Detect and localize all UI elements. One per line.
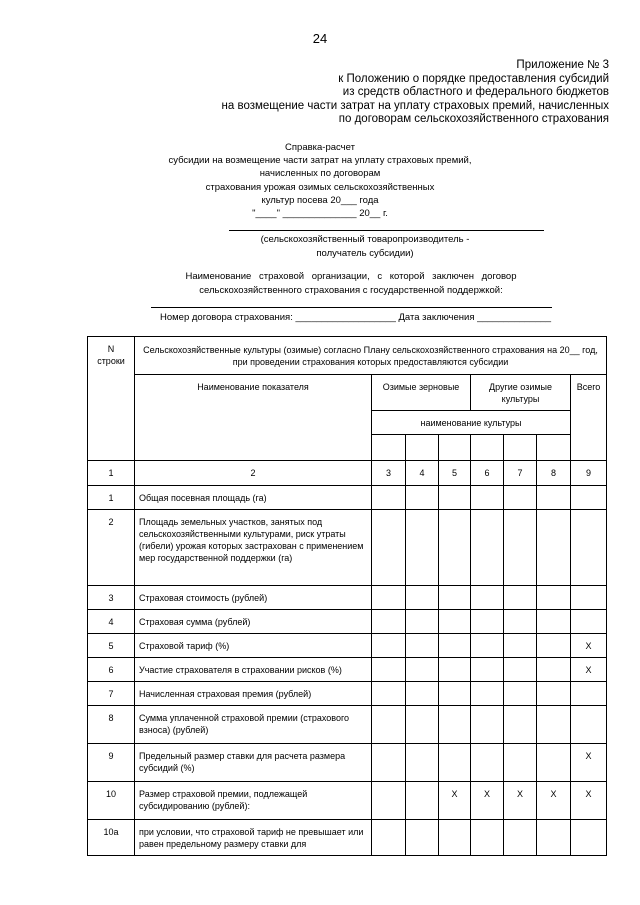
calculation-date-line: "____" ______________ 20__ г.	[252, 208, 388, 220]
value-cell	[571, 510, 607, 586]
column-number: 9	[571, 461, 607, 486]
other-winter-header	[471, 375, 571, 411]
calculation-title-line: страхования урожая озимых сельскохозяйственных	[205, 181, 435, 193]
value-cell	[439, 744, 471, 782]
value-cell	[439, 820, 471, 856]
appendix-title: Приложение № 3	[516, 59, 609, 71]
value-cell	[471, 706, 504, 744]
value-cell: Х	[571, 658, 607, 682]
value-cell	[406, 610, 439, 634]
table-row	[88, 820, 607, 856]
crop-name-cell	[372, 435, 406, 461]
value-cell	[471, 744, 504, 782]
value-cell	[537, 634, 571, 658]
value-cell	[504, 634, 537, 658]
appendix-line: на возмещение части затрат на уплату страховых премий, начисленных	[221, 99, 609, 112]
value-cell: Х	[571, 782, 607, 820]
value-cell	[439, 586, 471, 610]
indicator-name: Общая посевная площадь (га)	[135, 486, 372, 510]
value-cell	[406, 744, 439, 782]
table-row	[88, 706, 607, 744]
value-cell	[372, 682, 406, 706]
column-number: 7	[504, 461, 537, 486]
value-cell	[372, 510, 406, 586]
column-number: 4	[406, 461, 439, 486]
value-cell	[504, 706, 537, 744]
value-cell	[406, 586, 439, 610]
crop-name-cell	[504, 435, 537, 461]
indicator-header: Наименование показателя	[135, 375, 372, 461]
indicator-name: Размер страховой премии, подлежащей субсидированию (рублей):	[135, 782, 372, 820]
value-cell	[504, 658, 537, 682]
row-number: 4	[88, 610, 135, 634]
producer-caption-line: (сельскохозяйственный товаропроизводитель -	[260, 234, 470, 245]
crop-name-cell	[439, 435, 471, 461]
value-cell	[471, 486, 504, 510]
insurer-name-line	[151, 307, 552, 308]
column-number: 5	[439, 461, 471, 486]
table-row	[88, 486, 607, 510]
appendix-line: из средств областного и федерального бюджетов	[342, 86, 609, 98]
header-text: Другие озимые	[488, 382, 553, 392]
table-row	[88, 658, 607, 682]
column-number: 3	[372, 461, 406, 486]
indicator-name: Сумма уплаченной страховой премии (страхового взноса) (рублей)	[135, 706, 372, 744]
value-cell	[537, 510, 571, 586]
contract-info	[160, 312, 551, 323]
row-number: 1	[88, 486, 135, 510]
value-cell	[537, 706, 571, 744]
value-cell	[406, 634, 439, 658]
indicator-name: Предельный размер ставки для расчета размера субсидий (%)	[135, 744, 372, 782]
calculation-title-line: субсидии на возмещение части затрат на уплату страховых премий,	[168, 155, 472, 167]
row-number: 2	[88, 510, 135, 586]
value-cell	[406, 820, 439, 856]
value-cell	[439, 510, 471, 586]
value-cell	[504, 744, 537, 782]
indicator-name: Страховой тариф (%)	[135, 634, 372, 658]
crop-name-cell	[471, 435, 504, 461]
winter-grain-header: Озимые зерновые	[372, 375, 471, 411]
table-row	[88, 634, 607, 658]
indicator-name: Участие страхователя в страховании рисков (%)	[135, 658, 372, 682]
value-cell	[537, 486, 571, 510]
insurer-caption	[0, 270, 640, 298]
value-cell	[406, 782, 439, 820]
value-cell: Х	[504, 782, 537, 820]
value-cell	[571, 586, 607, 610]
value-cell	[504, 682, 537, 706]
calculation-title-line: начисленных по договорам	[259, 168, 381, 180]
value-cell	[439, 682, 471, 706]
value-cell	[439, 658, 471, 682]
row-number: 10	[88, 782, 135, 820]
value-cell	[372, 744, 406, 782]
insurer-caption-line: сельскохозяйственного страхования с государственной поддержкой:	[199, 285, 503, 296]
value-cell: Х	[571, 634, 607, 658]
appendix-header	[222, 59, 609, 127]
row-number: 3	[88, 586, 135, 610]
table-row	[88, 610, 607, 634]
column-number: 1	[88, 461, 135, 486]
producer-caption-line: получатель субсидии)	[316, 247, 414, 259]
crop-name-cell	[537, 435, 571, 461]
value-cell	[372, 486, 406, 510]
row-number-header	[88, 337, 135, 461]
producer-caption	[0, 233, 640, 260]
calculation-title-line: Справка-расчет	[285, 142, 355, 153]
value-cell	[471, 610, 504, 634]
value-cell	[571, 486, 607, 510]
value-cell	[504, 586, 537, 610]
page-number: 24	[312, 31, 328, 46]
table-row	[88, 586, 607, 610]
total-header: Всего	[571, 375, 607, 461]
plan-header: Сельскохозяйственные культуры (озимые) согласно Плану сельскохозяйственного страхования на 20__ год, при проведении страхования которых предоставляются субсидии	[135, 337, 607, 375]
value-cell	[372, 586, 406, 610]
table-row	[88, 682, 607, 706]
value-cell	[571, 820, 607, 856]
contract-date-label: Дата заключения ______________	[398, 312, 552, 323]
value-cell	[372, 706, 406, 744]
value-cell	[439, 634, 471, 658]
value-cell: Х	[471, 782, 504, 820]
indicator-name: при условии, что страховой тариф не превышает или равен предельному размеру ставки для	[135, 820, 372, 856]
value-cell	[471, 510, 504, 586]
value-cell	[504, 486, 537, 510]
indicator-name: Начисленная страховая премия (рублей)	[135, 682, 372, 706]
header-text: культуры	[501, 394, 540, 404]
value-cell	[372, 658, 406, 682]
value-cell	[406, 706, 439, 744]
value-cell	[372, 782, 406, 820]
value-cell: Х	[439, 782, 471, 820]
indicator-name: Страховая стоимость (рублей)	[135, 586, 372, 610]
value-cell	[406, 682, 439, 706]
value-cell	[439, 706, 471, 744]
column-number: 6	[471, 461, 504, 486]
indicator-name: Площадь земельных участков, занятых под сельскохозяйственными культурами, риск утраты (гибели) урожая которых застрахован с применением мер государственной поддержки (га)	[135, 510, 372, 586]
value-cell	[439, 610, 471, 634]
value-cell	[537, 610, 571, 634]
value-cell	[471, 820, 504, 856]
column-number: 2	[135, 461, 372, 486]
header-text: строки	[97, 356, 125, 366]
value-cell	[571, 682, 607, 706]
value-cell	[571, 610, 607, 634]
value-cell	[537, 820, 571, 856]
value-cell	[537, 682, 571, 706]
appendix-line: по договорам сельскохозяйственного страхования	[338, 113, 609, 125]
value-cell	[504, 820, 537, 856]
table-row	[88, 510, 607, 586]
calculation-title-line: культур посева 20___ года	[261, 194, 379, 206]
table-row	[88, 744, 607, 782]
value-cell	[471, 586, 504, 610]
value-cell	[537, 744, 571, 782]
column-number: 8	[537, 461, 571, 486]
value-cell	[537, 658, 571, 682]
value-cell	[504, 510, 537, 586]
value-cell: Х	[571, 744, 607, 782]
header-text: N	[107, 344, 115, 354]
value-cell	[406, 510, 439, 586]
value-cell	[406, 486, 439, 510]
value-cell	[537, 586, 571, 610]
calculation-title	[0, 141, 640, 220]
value-cell	[372, 610, 406, 634]
row-number: 5	[88, 634, 135, 658]
value-cell	[471, 658, 504, 682]
row-number: 7	[88, 682, 135, 706]
value-cell: Х	[537, 782, 571, 820]
indicator-name: Страховая сумма (рублей)	[135, 610, 372, 634]
contract-number-label: Номер договора страхования: ___________________	[160, 312, 396, 323]
insurer-caption-line: Наименование страховой организации, с которой заключен договор	[185, 271, 517, 282]
value-cell	[372, 634, 406, 658]
producer-signature-line	[229, 230, 544, 231]
calculation-table	[87, 336, 607, 856]
value-cell	[471, 634, 504, 658]
row-number: 6	[88, 658, 135, 682]
value-cell	[504, 610, 537, 634]
crop-name-header: наименование культуры	[372, 411, 571, 435]
value-cell	[406, 658, 439, 682]
table-row	[88, 782, 607, 820]
crop-name-cell	[406, 435, 439, 461]
row-number: 10а	[88, 820, 135, 856]
value-cell	[439, 486, 471, 510]
row-number: 9	[88, 744, 135, 782]
value-cell	[571, 706, 607, 744]
appendix-line: к Положению о порядке предоставления субсидий	[338, 72, 609, 85]
row-number: 8	[88, 706, 135, 744]
value-cell	[372, 820, 406, 856]
value-cell	[471, 682, 504, 706]
